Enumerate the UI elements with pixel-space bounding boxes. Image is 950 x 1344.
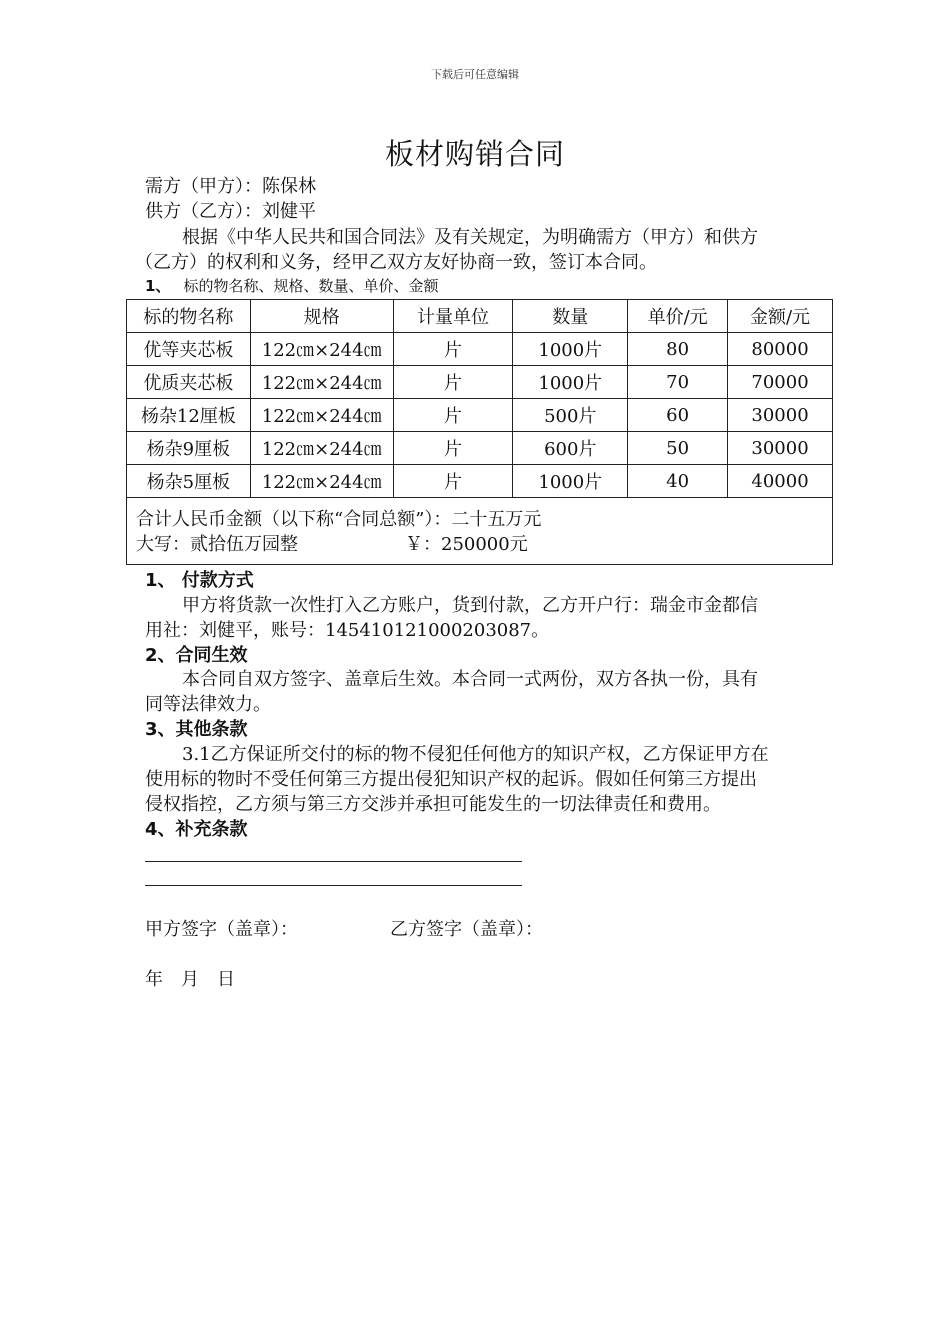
table-cell: 杨杂5厘板 [127,465,251,498]
table-cell: 杨杂12厘板 [127,399,251,432]
effect-line-2: 同等法律效力。 [145,694,271,715]
table-row [127,333,833,366]
table-cell: 杨杂9厘板 [127,432,251,465]
table-header-cell: 金额/元 [728,300,833,333]
intro-line-2: （乙方）的权利和义务，经甲乙双方友好协商一致，签订本合同。 [135,252,657,273]
table-row [127,399,833,432]
table-cell: 500片 [513,399,628,432]
header-note: 下载后可任意编辑 [431,68,519,81]
section-items-number: 1、 [145,277,171,295]
table-row [127,366,833,399]
effect-heading: 2、合同生效 [145,645,248,666]
table-cell: 50 [628,432,728,465]
table-cell: 片 [393,465,513,498]
table-cell: 122㎝×244㎝ [250,465,393,498]
party-b-signature: 乙方签字（盖章）： [390,919,543,940]
other-line-3: 侵权指控，乙方须与第三方交涉并承担可能发生的一切法律责任和费用。 [145,794,721,815]
payment-line-2: 用社：刘健平，账号：145410121000203087。 [145,620,550,641]
other-line-1: 3.1乙方保证所交付的标的物不侵犯任何他方的知识产权，乙方保证甲方在 [182,744,769,765]
other-heading: 3、其他条款 [145,719,248,740]
contract-title: 板材购销合同 [384,137,565,171]
table-cell: 70 [628,366,728,399]
table-cell: 40000 [728,465,833,498]
table-cell: 片 [393,366,513,399]
intro-line-1: 根据《中华人民共和国合同法》及有关规定，为明确需方（甲方）和供方 [182,227,758,248]
table-cell: 600片 [513,432,628,465]
payment-heading: 1、 付款方式 [145,570,254,591]
supplement-heading: 4、补充条款 [145,819,248,840]
table-header-row [127,300,833,333]
effect-line-1: 本合同自双方签字、盖章后生效。本合同一式两份，双方各执一份，具有 [182,669,758,690]
table-cell: 40 [628,465,728,498]
section-items-heading [145,275,439,296]
supplement-blank-line-2 [145,885,522,886]
table-cell: 1000片 [513,333,628,366]
table-row [127,465,833,498]
table-cell: 30000 [728,432,833,465]
section-items-label: 标的物名称、规格、数量、单价、金额 [183,277,439,295]
numeric-amount: ￥：250000元 [405,534,528,555]
table-header-cell: 计量单位 [393,300,513,333]
table-header-cell: 标的物名称 [127,300,251,333]
buyer-line: 需方（甲方）：陈保林 [145,176,316,197]
table-header-cell: 数量 [513,300,628,333]
table-cell: 122㎝×244㎝ [250,333,393,366]
capital-amount: 大写：贰拾伍万园整 [136,534,298,555]
table-cell: 80 [628,333,728,366]
seller-line: 供方（乙方）：刘健平 [145,201,316,222]
total-box [126,498,833,565]
table-cell: 122㎝×244㎝ [250,366,393,399]
payment-line-1: 甲方将货款一次性打入乙方账户，货到付款，乙方开户行：瑞金市金都信 [182,595,758,616]
other-line-2: 使用标的物时不受任何第三方提出侵犯知识产权的起诉。假如任何第三方提出 [145,769,757,790]
table-cell: 片 [393,399,513,432]
table-cell: 片 [393,432,513,465]
table-header-cell: 单价/元 [628,300,728,333]
table-header-cell: 规格 [250,300,393,333]
table-cell: 60 [628,399,728,432]
supplement-blank-line-1 [145,861,522,862]
table-cell: 1000片 [513,465,628,498]
table-row [127,432,833,465]
signature-date: 年 月 日 [145,969,235,990]
table-cell: 优质夹芯板 [127,366,251,399]
total-line: 合计人民币金额（以下称“合同总额”）：二十五万元 [136,509,542,530]
items-table [126,299,833,498]
table-cell: 优等夹芯板 [127,333,251,366]
table-cell: 122㎝×244㎝ [250,399,393,432]
table-cell: 片 [393,333,513,366]
party-a-signature: 甲方签字（盖章）： [145,919,298,940]
table-cell: 80000 [728,333,833,366]
table-cell: 70000 [728,366,833,399]
table-cell: 1000片 [513,366,628,399]
table-cell: 122㎝×244㎝ [250,432,393,465]
table-cell: 30000 [728,399,833,432]
